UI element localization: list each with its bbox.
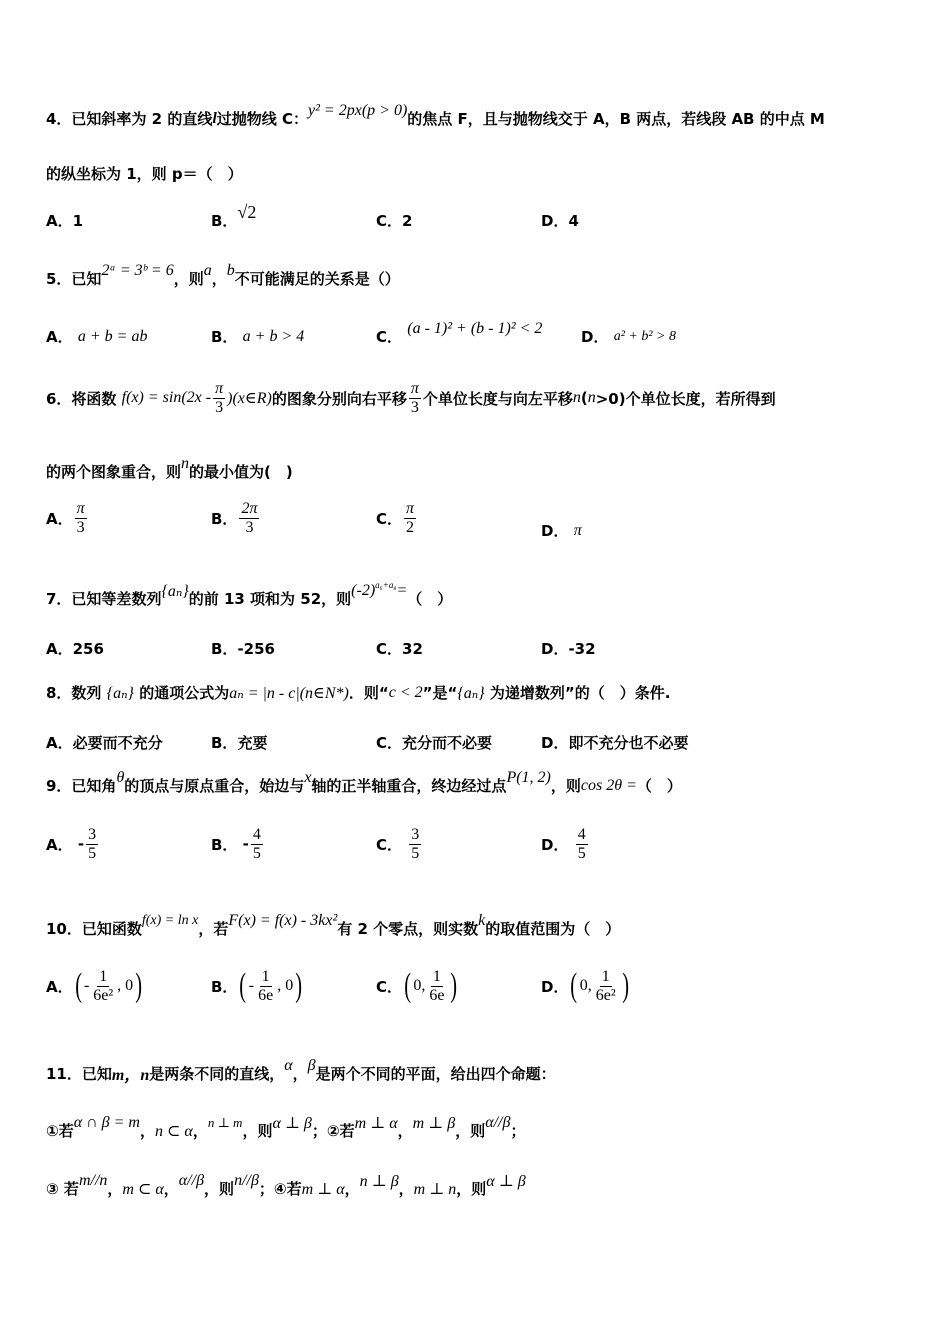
q5-option-b[interactable]: B． a + b > 4 [211,327,305,346]
q8-formula: aₙ = |n - c|(n∈N*) [229,684,349,702]
q6-option-a[interactable]: A． $\frac{\pi}{3}$ [46,500,85,536]
q11-propositions-3-4: ③ 若 m//n ， m ⊂ α ， α//β ，则 n//β ；④若 m ⊥ α ， n ⊥ β ， m ⊥ n ，则 α ⊥ β [46,1171,526,1198]
q6-option-b[interactable]: B． $\frac{2\pi}{3}$ [211,500,258,536]
q7-sequence: {aₙ} [161,582,189,600]
q4-option-c[interactable]: C． 2 [376,211,413,230]
q5-option-a[interactable]: A． a + b = ab [46,327,148,346]
q9-option-d[interactable]: D． $\frac{4}{5}$ [541,826,586,862]
q4-option-b[interactable]: B． √2 [211,202,257,230]
q7-option-d[interactable]: D． -32 [541,639,596,658]
q10-function-f: f(x) = ln x [141,912,199,928]
q6-right-shift: $\frac{\pi}{3}$ [410,380,419,416]
q6-function: f(x) = sin(2x - [121,389,212,407]
q6-stem-line2: 的两个图象重合，则 n 的最小值为( ) [46,454,293,481]
q9-stem: 9．已知角 θ 的顶点与原点重合，始边与 x 轴的正半轴重合，终边经过点 P(1, 2) ，则 cos 2θ = （ ） [46,768,682,795]
q6-option-c[interactable]: C． $\frac{\pi}{2}$ [376,500,415,536]
q5-stem: 5．已知 2ᵃ = 3ᵇ = 6 ，则 a ， b 不可能满足的关系是（） [46,261,400,288]
q9-option-b[interactable]: B． - $\frac{4}{5}$ [211,826,261,862]
q5-equation: 2ᵃ = 3ᵇ = 6 [101,261,174,279]
q8-stem: 8．数列 {aₙ} 的通项公式为 aₙ = |n - c|(n∈N*) ．则“ c < 2 ”是“ {aₙ} 为递增数列”的（ ）条件. [46,683,671,702]
q5-option-d[interactable]: D． a² + b² > 8 [581,328,676,346]
q8-option-b[interactable]: B． 充要 [211,734,268,752]
q10-option-b[interactable]: B． ( - $\frac{1}{6e}$ , 0 ) [211,967,303,1005]
q6-stem: 6．将函数 f(x) = sin(2x - $\frac{\pi}{3}$ )(x∈R) 的图象分别向右平移 $\frac{\pi}{3}$ 个单位长度与向左平移 n ( n >0)个单位长度，若所得到 [46,380,776,416]
q6-option-d[interactable]: D． π [541,521,582,540]
q4-stem-line2: 的纵坐标为 1，则 p＝（ ） [46,165,243,183]
q10-function-F: F(x) = f(x) - 3kx² [228,911,338,929]
q8-option-a[interactable]: A． 必要而不充分 [46,734,163,752]
q8-option-c[interactable]: C． 充分而不必要 [376,734,493,752]
q9-option-c[interactable]: C． $\frac{3}{5}$ [376,826,420,862]
q4-parabola-formula: y² = 2px(p > 0) [308,101,408,119]
q10-option-a[interactable]: A． ( - $\frac{1}{\text{6e²}}$ , 0 ) [46,967,143,1005]
q11-stem: 11．已知 m，n 是两条不同的直线， α ， β 是两个不同的平面，给出四个命题： [46,1056,556,1084]
q5-option-c[interactable]: C． (a - 1)² + (b - 1)² < 2 [376,319,543,346]
q8-sequence: {aₙ} [106,684,134,702]
q9-point: P(1, 2) [506,768,551,786]
q7-stem: 7．已知等差数列 {aₙ} 的前 13 项和为 52，则 (-2) a₆+a₈ = （ ） [46,579,453,608]
q8-option-d[interactable]: D． 即不充分也不必要 [541,734,689,752]
q7-option-a[interactable]: A． 256 [46,639,104,658]
q10-option-c[interactable]: C． ( 0, $\frac{1}{6e}$ ) [376,967,458,1005]
q7-option-b[interactable]: B． -256 [211,639,275,658]
q10-option-d[interactable]: D． ( 0, $\frac{1}{\text{6e²}}$ ) [541,967,629,1005]
q4-option-a[interactable]: A． 1 [46,211,84,230]
q7-option-c[interactable]: C． 32 [376,639,423,658]
q4-stem: 4．已知斜率为 2 的直线 l 过抛物线 C： y² = 2px(p > 0) 的焦点 F，且与抛物线交于 A，B 两点，若线段 AB 的中点 M [46,101,825,128]
q9-option-a[interactable]: A． - $\frac{3}{5}$ [46,826,97,862]
q6-shift-fraction: $\frac{\pi}{3}$ [215,380,224,416]
q10-stem: 10．已知函数 f(x) = ln x ，若 F(x) = f(x) - 3kx² 有 2 个零点，则实数 k 的取值范围为（ ） [46,911,621,938]
q4-option-d[interactable]: D． 4 [541,211,579,230]
q11-propositions-1-2: ①若 α ∩ β = m ， n ⊂ α ， n ⊥ m ，则 α ⊥ β ；②若 m ⊥ α ， m ⊥ β ，则 α//β ； [46,1113,526,1140]
